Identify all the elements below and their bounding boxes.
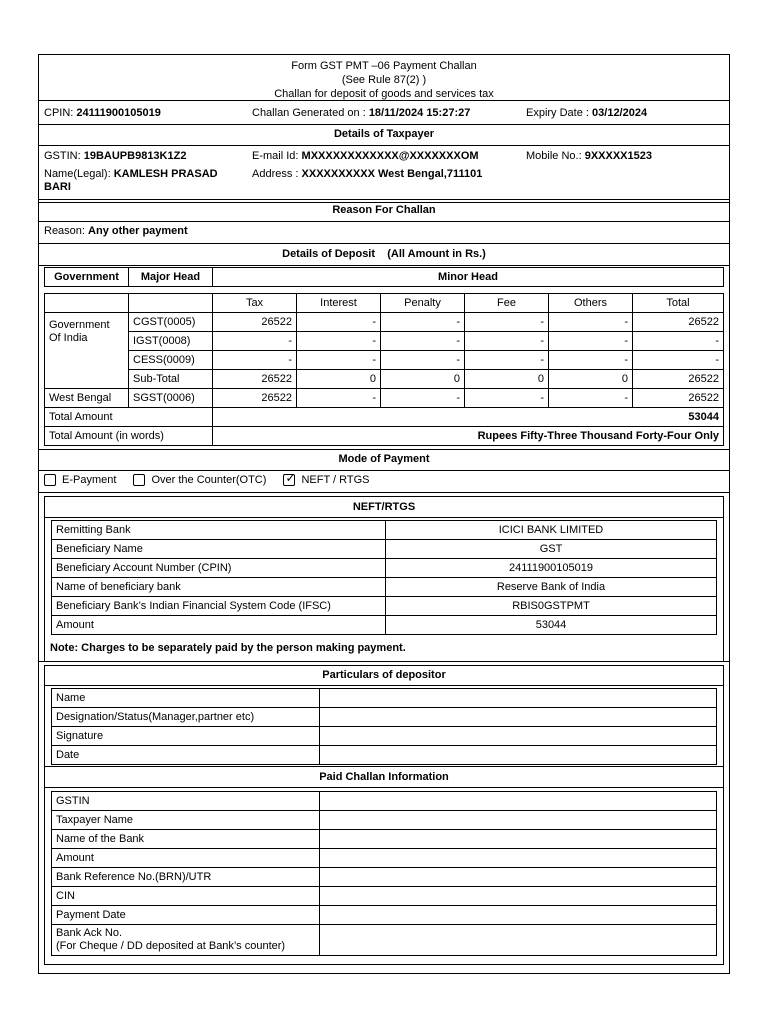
option-neft[interactable]: ✓ NEFT / RTGS [285, 471, 370, 486]
table-row: Payment Date [52, 906, 717, 925]
col-penalty: Penalty [381, 294, 465, 313]
form-header [39, 59, 729, 101]
gstin-field: GSTIN: 19BAUPB9813K1Z2 [44, 150, 187, 162]
gstin-value: 19BAUPB9813K1Z2 [83, 150, 187, 162]
table-row: Designation/Status(Manager,partner etc) [52, 708, 717, 727]
paid-date-input[interactable] [320, 906, 717, 925]
table-row: CESS(0009) - - - - - - [45, 351, 724, 370]
table-row: Name [52, 689, 717, 708]
table-row: Remitting Bank ICICI BANK LIMITED [52, 521, 717, 540]
col-others: Others [549, 294, 633, 313]
email-value: MXXXXXXXXXXXX@XXXXXXXOM [301, 150, 479, 162]
table-row: IGST(0008) - - - - - - [45, 332, 724, 351]
deposit-section-title: Details of Deposit (All Amount in Rs.) [282, 248, 486, 260]
head-major: Major Head [129, 268, 213, 287]
option-epayment[interactable]: E-Payment [44, 474, 119, 486]
deposit-table [44, 293, 724, 446]
neft-table [51, 520, 717, 635]
depositor-section-title: Particulars of depositor [322, 669, 446, 681]
challan-form [38, 54, 730, 974]
expiry-value: 03/12/2024 [592, 107, 648, 119]
deposit-column-header-row [45, 294, 724, 313]
paid-section-title: Paid Challan Information [319, 771, 449, 783]
mobile-value: 9XXXXX1523 [584, 150, 652, 162]
paid-ack-input[interactable] [320, 925, 717, 956]
col-interest: Interest [297, 294, 381, 313]
checkbox-epayment[interactable] [44, 474, 56, 486]
col-tax: Tax [213, 294, 297, 313]
expiry-field: Expiry Date : 03/12/2024 [526, 107, 648, 119]
gov-india-cell: Government Of India [45, 313, 129, 389]
charges-note: Note: Charges to be separately paid by the person making payment. [50, 642, 406, 654]
head-government: Government [45, 268, 129, 287]
email-field: E-mail Id: MXXXXXXXXXXXX@XXXXXXXOM [252, 150, 479, 162]
form-title: Form GST PMT –06 Payment Challan [291, 60, 477, 72]
legal-name-value: KAMLESH PRASAD [113, 168, 218, 180]
paid-bank-input[interactable] [320, 830, 717, 849]
table-row: Signature [52, 727, 717, 746]
cpin-field: CPIN: 24111900105019 [44, 107, 161, 119]
option-otc[interactable]: Over the Counter(OTC) [133, 474, 269, 486]
generated-value: 18/11/2024 15:27:27 [368, 107, 471, 119]
table-row: Bank Ack No. (For Cheque / DD deposited at Bank’s counter) [52, 925, 717, 956]
state-gov-cell: West Bengal [45, 389, 129, 408]
table-row: Amount [52, 849, 717, 868]
mobile-field: Mobile No.: 9XXXXX1523 [526, 150, 652, 162]
taxpayer-section-title: Details of Taxpayer [333, 128, 435, 140]
head-minor: Minor Head [213, 268, 724, 287]
table-row: Name of beneficiary bank Reserve Bank of India [52, 578, 717, 597]
table-row: Name of the Bank [52, 830, 717, 849]
depositor-table [51, 688, 717, 765]
legal-name-field: Name(Legal): KAMLESH PRASAD BARI [44, 168, 218, 193]
table-row: Date [52, 746, 717, 765]
table-row: GSTIN [52, 792, 717, 811]
neft-section-title: NEFT/RTGS [352, 501, 416, 513]
depositor-designation-input[interactable] [320, 708, 717, 727]
checkbox-otc[interactable] [133, 474, 145, 486]
reason-field: Reason: Any other payment [44, 225, 188, 237]
form-rule: (See Rule 87(2) ) [341, 74, 427, 86]
total-words-value: Rupees Fifty-Three Thousand Forty-Four Only [213, 427, 724, 446]
check-mark-icon: ✓ [285, 471, 296, 486]
table-row: Taxpayer Name [52, 811, 717, 830]
checkbox-neft[interactable] [283, 471, 296, 486]
table-row: CIN [52, 887, 717, 906]
paid-cin-input[interactable] [320, 887, 717, 906]
mode-options [44, 471, 370, 486]
paid-brn-input[interactable] [320, 868, 717, 887]
form-subtitle: Challan for deposit of goods and services tax [274, 88, 494, 100]
depositor-name-input[interactable] [320, 689, 717, 708]
table-row: Government Of India CGST(0005) 26522 - - - - 26522 [45, 313, 724, 332]
cpin-value: 24111900105019 [76, 107, 161, 119]
reason-value: Any other payment [88, 225, 188, 237]
col-total: Total [633, 294, 724, 313]
total-amount-value: 53044 [213, 408, 724, 427]
table-row: Beneficiary Bank’s Indian Financial System Code (IFSC) RBIS0GSTPMT [52, 597, 717, 616]
depositor-signature-input[interactable] [320, 727, 717, 746]
depositor-date-input[interactable] [320, 746, 717, 765]
paid-gstin-input[interactable] [320, 792, 717, 811]
table-row: Bank Reference No.(BRN)/UTR [52, 868, 717, 887]
deposit-heads-table [44, 267, 724, 287]
paid-amount-input[interactable] [320, 849, 717, 868]
legal-name-value-2: BARI [44, 181, 71, 193]
paid-taxpayer-input[interactable] [320, 811, 717, 830]
address-value: XXXXXXXXXX West Bengal,711101 [301, 168, 483, 180]
col-fee: Fee [465, 294, 549, 313]
table-row: Beneficiary Name GST [52, 540, 717, 559]
generated-field: Challan Generated on : 18/11/2024 15:27:27 [252, 107, 471, 119]
mode-section-title: Mode of Payment [338, 453, 430, 465]
table-row: Sub-Total 26522 0 0 0 0 26522 [45, 370, 724, 389]
table-row: Beneficiary Account Number (CPIN) 24111900105019 [52, 559, 717, 578]
total-words-row: Total Amount (in words) Rupees Fifty-Three Thousand Forty-Four Only [45, 427, 724, 446]
paid-table [51, 791, 717, 956]
table-row: Amount 53044 [52, 616, 717, 635]
address-field: Address : XXXXXXXXXX West Bengal,711101 [252, 168, 483, 180]
table-row: West Bengal SGST(0006) 26522 - - - - 26522 [45, 389, 724, 408]
total-amount-row: Total Amount 53044 [45, 408, 724, 427]
reason-section-title: Reason For Challan [332, 204, 436, 216]
